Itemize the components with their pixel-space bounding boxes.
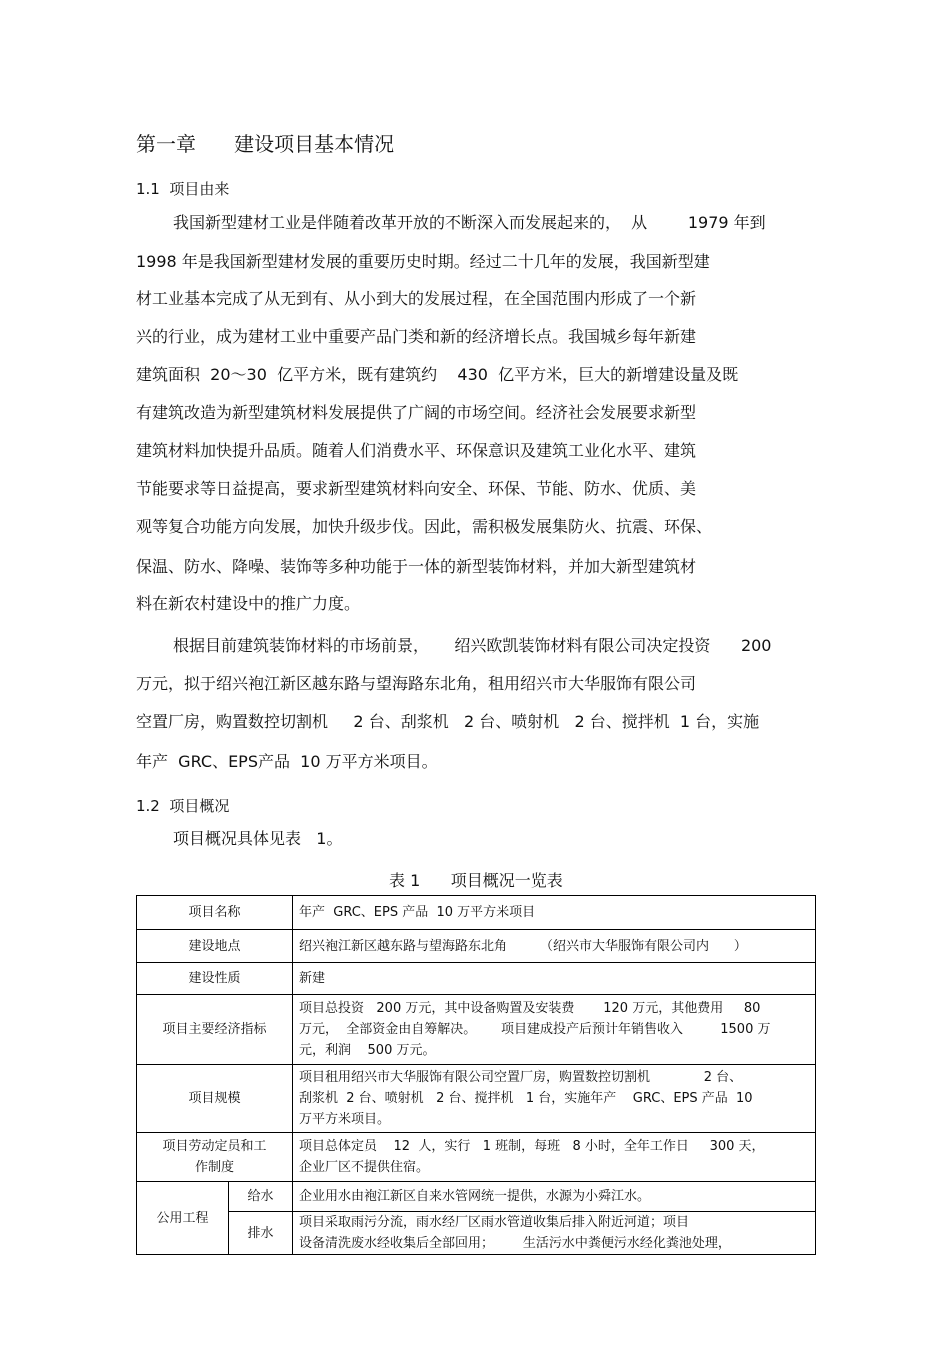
section-title-1-2: 1.2 项目概况	[136, 797, 230, 815]
table-row	[137, 930, 816, 963]
paragraph-line: 万元，拟于绍兴袍江新区越东路与望海路东北角，租用绍兴市大华服饰有限公司	[136, 674, 697, 693]
sub-row-label: 排水	[229, 1212, 293, 1255]
paragraph-line: 建筑面积 20～30 亿平方米，既有建筑约 430 亿平方米，巨大的新增建设量及既	[136, 365, 739, 384]
table-row	[137, 995, 816, 1065]
paragraph-line: 我国新型建材工业是伴随着改革开放的不断深入而发展起来的， 从 1979 年到	[173, 213, 766, 232]
row-value-line: 绍兴袍江新区越东路与望海路东北角 （绍兴市大华服饰有限公司内 ）	[299, 938, 747, 954]
project-overview-table	[136, 895, 816, 1255]
row-label-line: 项目劳动定员和工	[162, 1139, 267, 1154]
table-caption: 表 1 项目概况一览表	[389, 871, 563, 890]
paragraph-line: 保温、防水、降噪、装饰等多种功能于一体的新型装饰材料，并加大新型建筑材	[136, 557, 697, 576]
row-label: 项目名称	[137, 896, 293, 930]
sub-row-value	[293, 1182, 816, 1212]
paragraph-line: 年产 GRC、EPS产品 10 万平方米项目。	[136, 752, 438, 771]
row-value	[293, 1133, 816, 1182]
row-value-line: 项目总投资 200 万元，其中设备购置及安装费 120 万元，其他费用 80	[299, 1001, 761, 1016]
row-label: 项目主要经济指标	[137, 995, 293, 1065]
paragraph-line: 根据目前建筑装饰材料的市场前景， 绍兴欧凯装饰材料有限公司决定投资 200	[173, 636, 772, 655]
row-value-line: 年产 GRC、EPS 产品 10 万平方米项目	[299, 905, 536, 920]
row-value-line: 企业用水由袍江新区自来水管网统一提供，水源为小舜江水。	[299, 1189, 651, 1204]
table-row	[137, 1212, 816, 1255]
row-value	[293, 930, 816, 963]
table-row	[137, 1182, 816, 1212]
row-value	[293, 1065, 816, 1133]
row-label: 建设地点	[137, 930, 293, 963]
row-value-line: 元，利润 500 万元。	[299, 1043, 436, 1058]
row-value-line: 刮浆机 2 台、喷射机 2 台、搅拌机 1 台，实施年产 GRC、EPS 产品 10	[299, 1091, 753, 1106]
chapter-title: 第一章 建设项目基本情况	[136, 132, 395, 156]
row-value-line: 设备清洗废水经收集后全部回用； 生活污水中粪便污水经化粪池处理，	[299, 1236, 731, 1251]
row-value-line: 万元， 全部资金由自筹解决。 项目建成投产后预计年销售收入 1500 万	[299, 1022, 771, 1037]
row-value-line: 项目租用绍兴市大华服饰有限公司空置厂房，购置数控切割机 2 台、	[299, 1070, 743, 1085]
row-value-line: 万平方米项目。	[299, 1112, 391, 1127]
paragraph-line: 观等复合功能方向发展，加快升级步伐。因此，需积极发展集防火、抗震、环保、	[136, 517, 713, 536]
paragraph-line: 1998 年是我国新型建材发展的重要历史时期。经过二十几年的发展，我国新型建	[136, 252, 710, 271]
sub-row-value	[293, 1212, 816, 1255]
row-value	[293, 963, 816, 995]
table-row	[137, 896, 816, 930]
row-label	[137, 1133, 293, 1182]
public-works-label: 公用工程	[137, 1182, 229, 1255]
paragraph-line: 材工业基本完成了从无到有、从小到大的发展过程，在全国范围内形成了一个新	[136, 289, 697, 308]
paragraph-line: 料在新农村建设中的推广力度。	[136, 594, 361, 613]
row-value-line: 企业厂区不提供住宿。	[299, 1160, 430, 1175]
row-value	[293, 896, 816, 930]
table-row	[137, 1065, 816, 1133]
paragraph-line: 空置厂房，购置数控切割机 2 台、刮浆机 2 台、喷射机 2 台、搅拌机 1 台，实施	[136, 712, 760, 731]
table-reference-line: 项目概况具体见表 1。	[173, 829, 343, 848]
paragraph-line: 兴的行业，成为建材工业中重要产品门类和新的经济增长点。我国城乡每年新建	[136, 327, 697, 346]
row-value	[293, 995, 816, 1065]
row-value-line: 新建	[299, 971, 326, 986]
table-row	[137, 963, 816, 995]
row-label: 项目规模	[137, 1065, 293, 1133]
paragraph-line: 建筑材料加快提升品质。随着人们消费水平、环保意识及建筑工业化水平、建筑	[136, 441, 697, 460]
row-value-line: 项目总体定员 12 人，实行 1 班制，每班 8 小时，全年工作日 300 天，	[299, 1139, 765, 1154]
row-label-line: 作制度	[194, 1160, 234, 1175]
paragraph-line: 节能要求等日益提高，要求新型建筑材料向安全、环保、节能、防水、优质、美	[136, 479, 697, 498]
table-row	[137, 1133, 816, 1182]
section-title-1-1: 1.1 项目由来	[136, 180, 230, 198]
row-value-line: 项目采取雨污分流，雨水经厂区雨水管道收集后排入附近河道；项目	[299, 1215, 690, 1230]
paragraph-line: 有建筑改造为新型建筑材料发展提供了广阔的市场空间。经济社会发展要求新型	[136, 403, 697, 422]
row-label: 建设性质	[137, 963, 293, 995]
sub-row-label: 给水	[229, 1182, 293, 1212]
